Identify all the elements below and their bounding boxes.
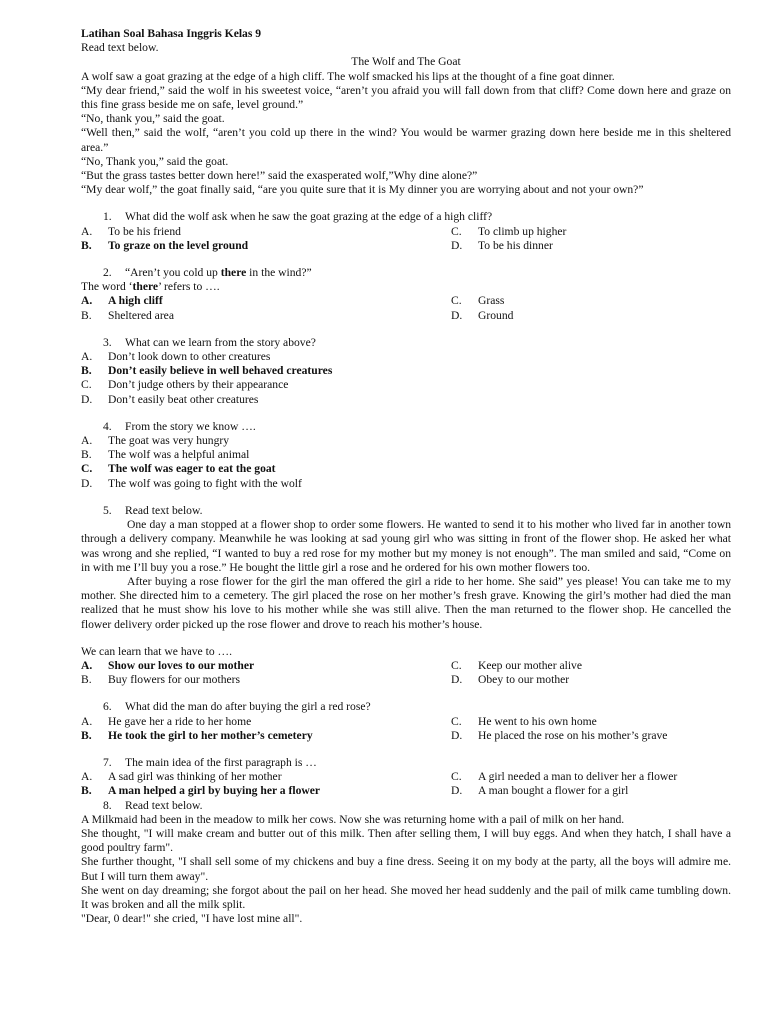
- option-letter: C.: [451, 224, 462, 238]
- option-d: [81, 393, 731, 407]
- question-5: [81, 504, 731, 518]
- option-text: To graze on the level ground: [108, 238, 249, 252]
- option-letter: B.: [81, 448, 92, 462]
- reading-paragraph: After buying a rose flower for the girl the man offered the girl a ride to her home. She said” yes please! You can take me to my mother. She directed him to a cemetery. The girl placed the rose on her mother’s fresh grave. Knowing the girl’s mother had died the man realized that he must show his love to his mother while she was still alive. Then the man returned to the flower shop. He cancelled the flower delivery order picked up the rose flower and drove to reach his mother’s house.: [81, 574, 731, 631]
- question-number: 2.: [103, 266, 112, 280]
- option-b-answer: [81, 784, 451, 798]
- option-b-answer: [81, 729, 451, 743]
- option-a-answer: [81, 659, 451, 673]
- option-text: He gave her a ride to her home: [108, 714, 252, 728]
- option-b-answer: [81, 239, 451, 253]
- reading-paragraph: She further thought, "I shall sell some of my chickens and buy a fine dress. Seeing it on my body at the party, all the boys will admire me. But I will turn them away".: [81, 855, 731, 883]
- option-letter: A.: [81, 770, 93, 784]
- option-text: Don’t judge others by their appearance: [108, 378, 289, 392]
- option-text: Buy flowers for our mothers: [108, 673, 241, 687]
- reading-paragraph: "Dear, 0 dear!" she cried, "I have lost mine all".: [81, 912, 303, 926]
- option-letter: C.: [451, 294, 462, 308]
- option-c: [451, 715, 731, 729]
- option-letter: B.: [81, 673, 92, 687]
- document-body: [81, 27, 731, 926]
- option-letter: D.: [451, 308, 463, 322]
- option-text: Show our loves to our mother: [108, 658, 255, 672]
- option-text: A high cliff: [108, 294, 163, 308]
- question-number: 5.: [103, 503, 112, 517]
- question-text: The main idea of the first paragraph is …: [125, 755, 317, 769]
- question-text: Read text below.: [125, 798, 203, 812]
- option-text: To be his dinner: [478, 238, 553, 252]
- option-a-answer: [81, 294, 451, 308]
- option-b: [81, 309, 451, 323]
- question-number: 8.: [103, 798, 112, 812]
- option-text: The goat was very hungry: [108, 434, 230, 448]
- reading-paragraph: One day a man stopped at a flower shop to order some flowers. He wanted to send it to his mother who lived far in another town through a delivery company. Meanwhile he was looking at sad young girl who was sitting in front of the flower shop. He asked her what was wrong and she replied, “I wanted to buy a red rose for my mother but my money is not enough”. The man smiled and said, “Come on in with me I’ll buy you a rose.” He bought the little girl a rose and he ordered for his own mother flowers too.: [81, 518, 731, 574]
- option-text: A sad girl was thinking of her mother: [108, 770, 282, 784]
- option-a: [81, 715, 451, 729]
- question-text: What did the wolf ask when he saw the goat grazing at the edge of a high cliff?: [125, 210, 493, 224]
- option-letter: B.: [81, 238, 92, 252]
- question-6-options: [81, 715, 731, 743]
- story-paragraph: “My dear wolf,” the goat finally said, “are you quite sure that it is My dinner you are worrying about and not your own?”: [81, 183, 644, 197]
- instruction-text: Read text below.: [81, 41, 159, 55]
- option-d: [81, 477, 731, 491]
- option-c: [451, 225, 731, 239]
- option-text: Don’t easily believe in well behaved creatures: [108, 364, 333, 378]
- reading-paragraph: She thought, "I will make cream and butter out of this milk. Then after selling them, I will buy eggs. And when they hatch, I shall have a good poultry farm".: [81, 826, 731, 855]
- option-a: [81, 225, 451, 239]
- option-letter: A.: [81, 224, 93, 238]
- question-7: [81, 756, 731, 770]
- reading-paragraph: She went on day dreaming; she forgot about the pail on her head. She moved her head suddenly and the pail of milk came tumbling down. It was broken and all the milk split.: [81, 883, 731, 911]
- option-letter: D.: [81, 476, 93, 490]
- question-text: Read text below.: [125, 503, 203, 517]
- question-6: [81, 700, 731, 714]
- option-letter: D.: [451, 238, 463, 252]
- option-d: [451, 729, 731, 743]
- option-d: [451, 784, 731, 798]
- option-letter: B.: [81, 728, 92, 742]
- option-text: A man helped a girl by buying her a flower: [108, 784, 321, 798]
- option-c: [451, 770, 731, 784]
- option-d: [451, 239, 731, 253]
- reading-paragraph: A Milkmaid had been in the meadow to milk her cows. Now she was returning home with a pail of milk on her hand.: [81, 812, 625, 826]
- option-text: Sheltered area: [108, 308, 174, 322]
- question-2-stem: The word ‘there’ refers to ….: [81, 280, 220, 294]
- question-number: 3.: [103, 335, 112, 349]
- option-text: To climb up higher: [478, 224, 567, 238]
- question-number: 1.: [103, 210, 112, 224]
- question-1: [81, 210, 731, 224]
- question-7-options: [81, 770, 731, 798]
- option-b-answer: [81, 364, 731, 378]
- question-2: [81, 266, 731, 280]
- story-paragraph: A wolf saw a goat grazing at the edge of a high cliff. The wolf smacked his lips at the thought of a fine goat dinner.: [81, 69, 615, 83]
- option-text: Grass: [478, 294, 505, 308]
- option-text: The wolf was eager to eat the goat: [108, 462, 276, 476]
- question-text: in the wind?”: [246, 266, 312, 280]
- question-2-options: [81, 294, 731, 322]
- option-letter: C.: [451, 714, 462, 728]
- question-5-options: [81, 659, 731, 687]
- story-paragraph: “No, thank you,” said the goat.: [81, 112, 225, 126]
- question-number: 4.: [103, 419, 112, 433]
- story-paragraph: “But the grass tastes better down here!” said the exasperated wolf,”Why dine alone?”: [81, 169, 478, 183]
- option-text: He placed the rose on his mother’s grave: [478, 728, 668, 742]
- document-title: Latihan Soal Bahasa Inggris Kelas 9: [81, 27, 262, 40]
- option-d: [451, 673, 731, 687]
- question-1-options: [81, 225, 731, 253]
- question-text: “Aren’t you cold up: [125, 266, 221, 280]
- option-b: [81, 448, 731, 462]
- option-text: He took the girl to her mother’s cemetery: [108, 728, 313, 742]
- story-text: [81, 70, 731, 198]
- option-text: Don’t easily beat other creatures: [108, 392, 259, 406]
- option-text: He went to his own home: [478, 714, 597, 728]
- option-text: Keep our mother alive: [478, 658, 582, 672]
- option-c: [81, 378, 731, 392]
- question-text: From the story we know ….: [125, 419, 256, 433]
- option-c: [451, 294, 731, 308]
- question-keyword: there: [132, 280, 159, 294]
- option-letter: C.: [451, 770, 462, 784]
- question-4: [81, 420, 731, 434]
- option-letter: A.: [81, 714, 93, 728]
- option-letter: A.: [81, 294, 93, 308]
- option-letter: D.: [451, 784, 463, 798]
- option-d: [451, 309, 731, 323]
- option-c-answer: [81, 462, 731, 476]
- option-c: [451, 659, 731, 673]
- story-paragraph: “My dear friend,” said the wolf in his sweetest voice, “aren’t you afraid you will fall down from that cliff? Come down here and graze on this fine grass beside me on safe, level ground.”: [81, 83, 731, 112]
- option-letter: D.: [451, 728, 463, 742]
- question-3: [81, 336, 731, 350]
- option-text: A girl needed a man to deliver her a flower: [478, 770, 678, 784]
- question-number: 7.: [103, 755, 112, 769]
- option-letter: A.: [81, 658, 93, 672]
- question-text: What can we learn from the story above?: [125, 335, 316, 349]
- option-text: Ground: [478, 308, 514, 322]
- option-letter: A.: [81, 434, 93, 448]
- option-a: [81, 770, 451, 784]
- option-letter: C.: [451, 658, 462, 672]
- story-paragraph: “No, Thank you,” said the goat.: [81, 154, 229, 168]
- option-letter: A.: [81, 350, 93, 364]
- option-text: The wolf was a helpful animal: [108, 448, 250, 462]
- option-letter: B.: [81, 784, 92, 798]
- question-keyword: there: [220, 266, 247, 280]
- option-letter: C.: [81, 378, 92, 392]
- question-5-stem: We can learn that we have to ….: [81, 644, 233, 658]
- option-letter: B.: [81, 364, 92, 378]
- option-a: [81, 350, 731, 364]
- option-text: Obey to our mother: [478, 673, 570, 687]
- story-title: The Wolf and The Goat: [351, 55, 461, 69]
- option-letter: D.: [451, 673, 463, 687]
- story-paragraph: “Well then,” said the wolf, “aren’t you cold up there in the wind? You would be warmer grazing down here beside me in this sheltered area.”: [81, 126, 731, 154]
- question-number: 6.: [103, 700, 112, 714]
- option-a: [81, 434, 731, 448]
- option-letter: B.: [81, 308, 92, 322]
- option-letter: C.: [81, 462, 93, 476]
- option-letter: D.: [81, 392, 93, 406]
- option-text: The wolf was going to fight with the wolf: [108, 476, 302, 490]
- option-text: Don’t look down to other creatures: [108, 350, 271, 364]
- question-8: [81, 799, 731, 813]
- option-text: A man bought a flower for a girl: [478, 784, 629, 798]
- question-text: What did the man do after buying the girl a red rose?: [125, 700, 371, 714]
- option-text: To be his friend: [108, 224, 181, 238]
- option-b: [81, 673, 451, 687]
